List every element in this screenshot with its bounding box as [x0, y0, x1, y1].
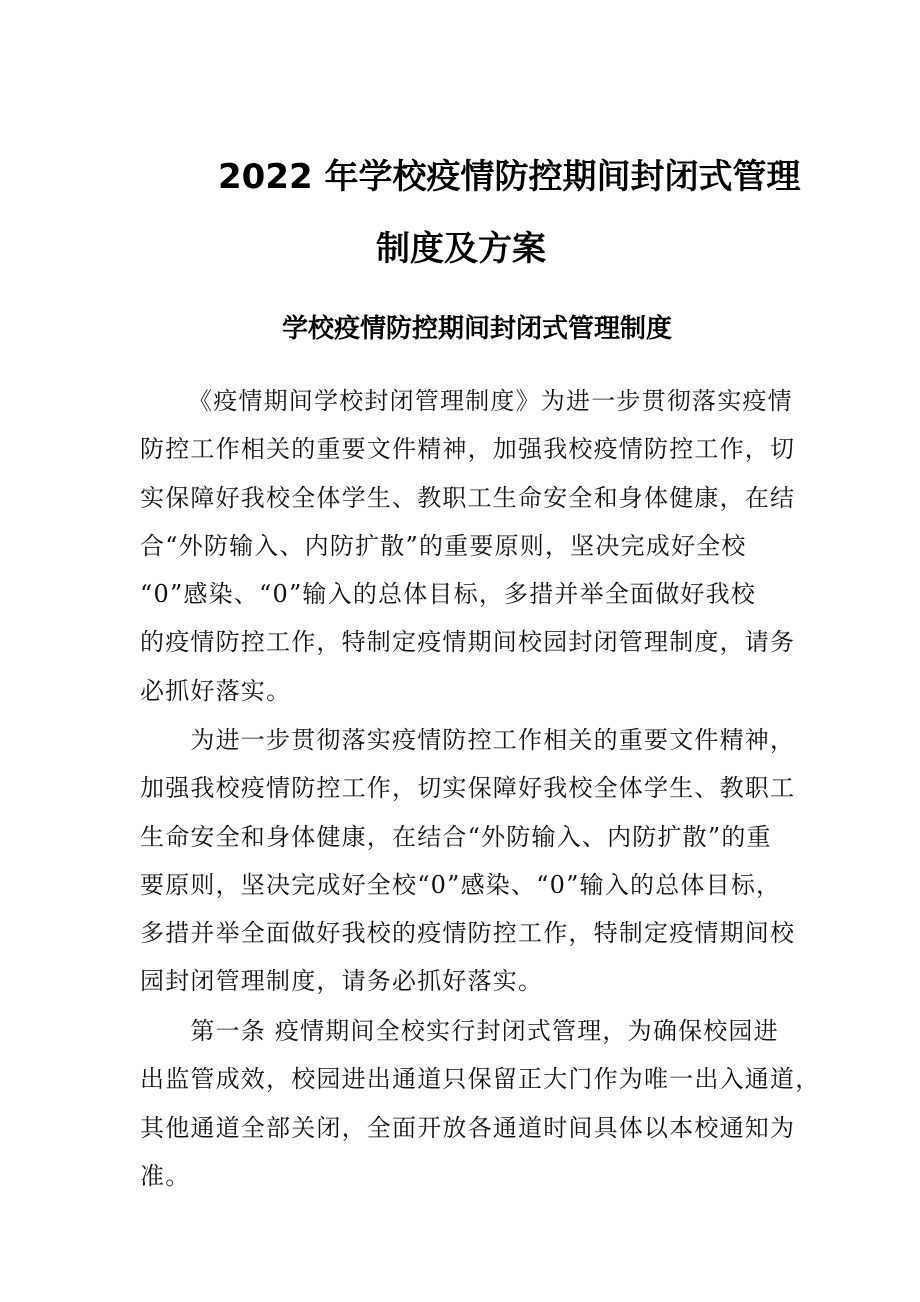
paragraph-line: 生命安全和身体健康，在结合“外防输入、内防扩散”的重 [140, 822, 772, 851]
paragraph-line: 要原则，坚决完成好全校“0”感染、“0”输入的总体目标， [140, 870, 782, 899]
paragraph-line: 实保障好我校全体学生、教职工生命安全和身体健康，在结 [140, 483, 796, 512]
paragraph-line: 防控工作相关的重要文件精神，加强我校疫情防控工作，切 [140, 435, 796, 464]
section-subtitle: 学校疫情防控期间封闭式管理制度 [282, 314, 673, 344]
paragraph-line: 为进一步贯彻落实疫情防控工作相关的重要文件精神， [140, 726, 796, 754]
paragraph-2 [140, 716, 796, 1006]
paragraph-line: 园封闭管理制度，请务必抓好落实。 [140, 967, 544, 996]
paragraph-line: 多措并举全面做好我校的疫情防控工作，特制定疫情期间校 [140, 919, 796, 948]
paragraph-line: 其他通道全部关闭，全面开放各通道时间具体以本校通知为 [140, 1113, 796, 1142]
paragraph-line: 必抓好落实。 [140, 676, 292, 705]
paragraph-3 [140, 1007, 821, 1200]
paragraph-line: 《疫情期间学校封闭管理制度》为进一步贯彻落实疫情 [188, 387, 793, 415]
paragraph-line: 加强我校疫情防控工作，切实保障好我校全体学生、教职工 [140, 774, 796, 803]
paragraph-line: 合“外防输入、内防扩散”的重要原则，坚决完成好全校 [140, 531, 747, 560]
paragraph-line: “0”感染、“0”输入的总体目标，多措并举全面做好我校 [140, 580, 757, 609]
paragraph-1 [140, 377, 796, 715]
paragraph-line: 准。 [140, 1161, 191, 1190]
document-title-line-1: 2022 年学校疫情防控期间封闭式管理 [218, 157, 801, 197]
paragraph-line: 出监管成效，校园进出通道只保留正大门作为唯一出入通道， [140, 1065, 821, 1094]
paragraph-line: 第一条 疫情期间全校实行封闭式管理，为确保校园进 [140, 1017, 779, 1045]
paragraph-line: 的疫情防控工作，特制定疫情期间校园封闭管理制度，请务 [140, 628, 796, 657]
document-title-line-2: 制度及方案 [376, 229, 546, 269]
